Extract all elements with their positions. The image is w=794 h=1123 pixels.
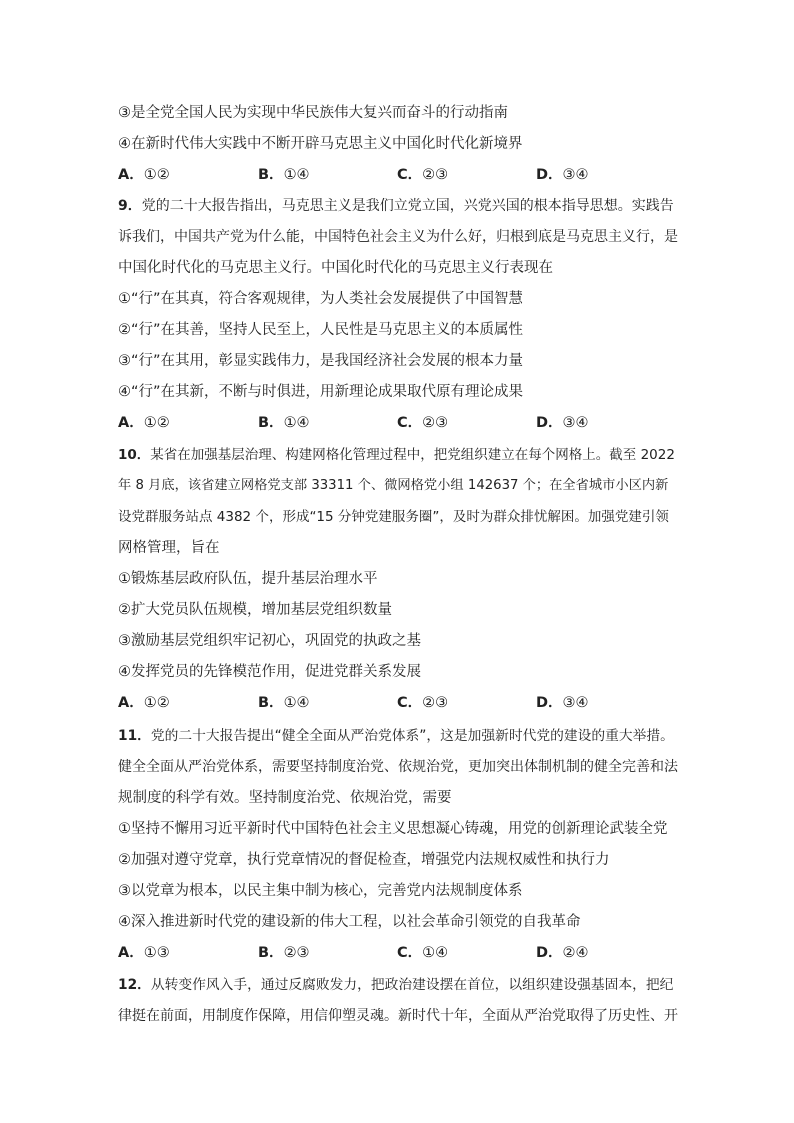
q10-stem-line-3: 设党群服务站点 4382 个，形成“15 分钟党建服务圈”，及时为群众排忧解困。加强党建引领	[118, 509, 669, 525]
q10-stem-line-2: 年 8 月底，该省建立网格党支部 33311 个、微网格党小组 142637 个；在全省城市小区内新	[118, 478, 669, 493]
q10-number: 10．	[118, 447, 151, 463]
q11-statement-3: ③以党章为根本，以民主集中制为核心，完善党内法规制度体系	[118, 883, 523, 899]
q11-stem-line-3: 规制度的科学有效。坚持制度治党、依规治党，需要	[118, 790, 452, 806]
q8-statement-4: ④在新时代伟大实践中不断开辟马克思主义中国化时代化新境界	[118, 136, 523, 152]
q10-option-c[interactable]: C．②③	[397, 695, 449, 711]
q11-stem-line-2: 健全全面从严治党体系，需要坚持制度治党、依规治党，更加突出体制机制的健全完善和法	[118, 759, 678, 775]
q9-stem-line-2: 诉我们，中国共产党为什么能，中国特色社会主义为什么好，归根到底是马克思主义行，是	[118, 229, 678, 245]
q11-option-a[interactable]: A．①③	[118, 945, 170, 961]
q9-option-d[interactable]: D．③④	[536, 415, 589, 431]
q10-statement-1: ①锻炼基层政府队伍，提升基层治理水平	[118, 571, 378, 587]
q10-option-a[interactable]: A．①②	[118, 695, 170, 711]
q8-statement-3: ③是全党全国人民为实现中华民族伟大复兴而奋斗的行动指南	[118, 105, 508, 121]
q11-statement-1: ①坚持不懈用习近平新时代中国特色社会主义思想凝心铸魂，用党的创新理论武装全党	[118, 821, 668, 837]
q10-statement-2: ②扩大党员队伍规模，增加基层党组织数量	[118, 602, 392, 618]
q8-option-d[interactable]: D．③④	[536, 167, 589, 183]
q9-stem-line-3: 中国化时代化的马克思主义行。中国化时代化的马克思主义行表现在	[118, 260, 553, 276]
q11-statement-4: ④深入推进新时代党的建设新的伟大工程，以社会革命引领党的自我革命	[118, 914, 581, 930]
q10-stem-line-4: 网格管理，旨在	[118, 540, 220, 556]
q8-option-a[interactable]: A．①②	[118, 167, 170, 183]
q12-stem-line-2: 律挺在前面，用制度作保障，用信仰塑灵魂。新时代十年，全面从严治党取得了历史性、开	[118, 1008, 678, 1024]
q9-option-a[interactable]: A．①②	[118, 415, 170, 431]
q9-option-c[interactable]: C．②③	[397, 415, 449, 431]
q10-option-b[interactable]: B．①④	[258, 695, 310, 711]
q11-option-c[interactable]: C．①④	[397, 945, 449, 961]
q8-option-b[interactable]: B．①④	[258, 167, 310, 183]
q11-number: 11．	[118, 728, 151, 744]
q9-statement-1: ①“行”在其真，符合客观规律，为人类社会发展提供了中国智慧	[118, 291, 524, 307]
q10-statement-3: ③激励基层党组织牢记初心，巩固党的执政之基	[118, 633, 421, 649]
q9-statement-4: ④“行”在其新，不断与时俱进，用新理论成果取代原有理论成果	[118, 384, 524, 400]
q8-options	[118, 165, 678, 185]
q9-statement-2: ②“行”在其善，坚持人民至上，人民性是马克思主义的本质属性	[118, 322, 524, 338]
q10-statement-4: ④发挥党员的先锋模范作用，促进党群关系发展	[118, 664, 421, 680]
q9-number: 9．	[118, 198, 142, 214]
q8-option-c[interactable]: C．②③	[397, 167, 449, 183]
q11-option-d[interactable]: D．②④	[536, 945, 589, 961]
q10-option-d[interactable]: D．③④	[536, 695, 589, 711]
q11-option-b[interactable]: B．②③	[258, 945, 310, 961]
q9-statement-3: ③“行”在其用，彰显实践伟力，是我国经济社会发展的根本力量	[118, 353, 524, 369]
q9-option-b[interactable]: B．①④	[258, 415, 310, 431]
q10-stem-line-1: 10．某省在加强基层治理、构建网格化管理过程中，把党组织建立在每个网格上。截至 2022	[118, 447, 675, 463]
q12-stem-line-1: 12．从转变作风入手，通过反腐败发力，把政治建设摆在首位，以组织建设强基固本，把纪	[118, 977, 674, 993]
q11-statement-2: ②加强对遵守党章，执行党章情况的督促检查，增强党内法规权威性和执行力	[118, 852, 610, 868]
q9-options	[118, 413, 678, 433]
q11-options	[118, 943, 678, 963]
q10-options	[118, 693, 678, 713]
q11-stem-line-1: 11．党的二十大报告提出“健全全面从严治党体系”，这是加强新时代党的建设的重大举措。	[118, 728, 674, 744]
q9-stem-line-1: 9．党的二十大报告指出，马克思主义是我们立党立国，兴党兴国的根本指导思想。实践告	[118, 198, 674, 214]
q12-number: 12．	[118, 977, 151, 993]
